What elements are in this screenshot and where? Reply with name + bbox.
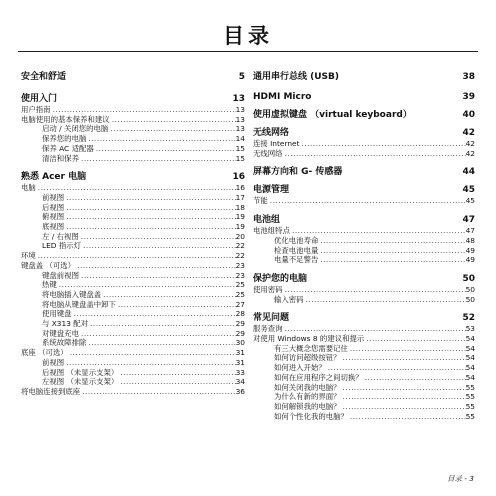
toc-subsection-entry[interactable]	[21, 368, 245, 378]
toc-entry-title: 电量不足警告	[274, 255, 319, 265]
toc-chapter-entry[interactable]	[253, 165, 475, 178]
toc-page-number: 29	[235, 328, 245, 338]
toc-entry-title: 无线网络	[253, 148, 283, 158]
toc-page-number: 23	[235, 260, 245, 270]
toc-entry-title: 后视图 （未显示支架）	[42, 367, 119, 377]
dot-leader	[341, 402, 466, 412]
toc-subsection-entry[interactable]	[253, 246, 475, 256]
toc-section-entry[interactable]	[21, 251, 245, 261]
toc-entry-title: 连接 Internet	[253, 139, 300, 148]
toc-subsection-entry[interactable]	[21, 280, 245, 290]
toc-page-number: 22	[235, 251, 245, 261]
toc-section-entry[interactable]	[21, 105, 245, 115]
dot-leader	[64, 222, 235, 232]
toc-chapter-entry[interactable]	[253, 126, 475, 139]
dot-leader	[348, 412, 466, 422]
toc-section-entry[interactable]	[21, 348, 245, 358]
toc-page-number: 54	[465, 372, 475, 382]
toc-section-entry[interactable]	[21, 261, 245, 271]
dot-leader	[118, 377, 235, 387]
toc-entry-title: 服务查询	[253, 324, 283, 334]
toc-page-number: 5	[238, 72, 245, 82]
toc-left-column	[21, 70, 245, 397]
toc-page-number: 15	[235, 153, 245, 163]
toc-entry-title: 使用虚拟键盘 （virtual keyboard）	[253, 110, 412, 120]
dot-leader	[348, 344, 466, 354]
toc-entry-title: 底视图	[42, 222, 65, 232]
toc-entry-title: 将电脑插入键盘盖	[42, 289, 102, 299]
toc-section-entry[interactable]	[21, 115, 245, 125]
dot-leader	[283, 149, 466, 159]
dot-leader	[283, 285, 466, 295]
toc-chapter-entry[interactable]	[21, 70, 245, 83]
toc-subsection-entry[interactable]	[253, 236, 475, 246]
section-spacer	[253, 206, 475, 213]
dot-leader	[290, 226, 466, 236]
toc-subsection-entry[interactable]	[253, 373, 475, 383]
dot-leader	[116, 300, 236, 310]
toc-entry-title: 电脑使用的基本保养和建议	[21, 114, 110, 124]
toc-section-entry[interactable]	[253, 324, 475, 334]
toc-section-entry[interactable]	[253, 139, 475, 149]
toc-page-number: 42	[465, 148, 475, 158]
toc-page-number: 54	[465, 334, 475, 344]
toc-entry-title: 无线网络	[253, 128, 290, 138]
toc-entry-title: 检查电池电量	[274, 245, 319, 255]
toc-entry-title: 对键盘充电	[42, 328, 79, 338]
toc-subsection-entry[interactable]	[21, 358, 245, 368]
toc-chapter-entry[interactable]	[253, 213, 475, 226]
dot-leader	[108, 124, 235, 134]
toc-page-number: 45	[465, 196, 475, 206]
toc-subsection-entry[interactable]	[253, 392, 475, 402]
toc-page-number: 17	[235, 192, 245, 202]
toc-entry-title: 优化电池寿命	[274, 235, 319, 245]
toc-entry-title: 电池组	[253, 215, 281, 226]
toc-subsection-entry[interactable]	[21, 212, 245, 222]
toc-entry-title: 将电脑连接到底座	[21, 386, 81, 396]
toc-page-number: 16	[235, 183, 245, 193]
dot-leader	[79, 232, 236, 242]
toc-page-number: 16	[232, 172, 245, 183]
toc-subsection-entry[interactable]	[21, 154, 245, 164]
dot-leader	[364, 334, 465, 344]
dot-leader	[341, 383, 466, 393]
toc-page-number: 47	[465, 226, 475, 236]
toc-section-entry[interactable]	[253, 226, 475, 236]
toc-section-entry[interactable]	[21, 183, 245, 193]
toc-page-number: 55	[465, 392, 475, 402]
toc-entry-title: 键盘盖 （可选）	[21, 260, 76, 270]
toc-page-number: 36	[235, 386, 245, 396]
toc-entry-title: 将电脑从键盘盖中卸下	[42, 299, 116, 309]
toc-page-number: 28	[235, 309, 245, 319]
toc-entry-title: 熟悉 Acer 电脑	[21, 172, 87, 183]
toc-entry-title: 左视图 （未显示支架）	[42, 377, 119, 387]
dot-leader	[304, 295, 466, 305]
toc-page-number: 29	[235, 319, 245, 329]
toc-page-number: 14	[235, 134, 245, 144]
toc-page-number: 23	[235, 270, 245, 280]
toc-page-number: 42	[465, 139, 475, 148]
toc-subsection-entry[interactable]	[21, 271, 245, 281]
toc-entry-title: 热键	[42, 280, 57, 290]
toc-entry-title: 为什么有新的界面？	[274, 392, 341, 402]
toc-entry-title: 用户指南	[21, 105, 51, 114]
toc-page-number: 13	[235, 105, 245, 114]
toc-chapter-entry[interactable]	[21, 170, 245, 183]
toc-page-number: 42	[462, 128, 475, 138]
toc-page-number: 31	[235, 348, 245, 358]
toc-section-entry[interactable]	[253, 285, 475, 295]
toc-page-number: 20	[235, 231, 245, 241]
toc-entry-title: 屏幕方向和 G- 传感器	[253, 167, 343, 178]
toc-section-entry[interactable]	[253, 196, 475, 206]
toc-subsection-entry[interactable]	[21, 193, 245, 203]
dot-leader	[36, 183, 236, 193]
toc-section-entry[interactable]	[21, 387, 245, 397]
dot-leader	[57, 280, 236, 290]
toc-entry-title: 使用入门	[21, 94, 58, 104]
toc-entry-title: 如何解锁我的电脑？	[274, 401, 341, 411]
toc-page-number: 25	[235, 280, 245, 290]
dot-leader	[118, 368, 235, 378]
toc-entry-title: 启动 / 关闭您的电脑	[42, 124, 109, 134]
dot-leader	[88, 319, 236, 329]
toc-page-number: 19	[235, 222, 245, 232]
toc-page-number: 39	[462, 92, 475, 102]
toc-page-number: 15	[235, 143, 245, 153]
toc-page-number: 33	[235, 367, 245, 377]
toc-entry-title: 保养您的电脑	[42, 134, 87, 144]
toc-subsection-entry[interactable]	[21, 232, 245, 242]
dot-leader	[86, 134, 235, 144]
toc-entry-title: 保养 AC 适配器	[42, 143, 94, 153]
dot-leader	[326, 363, 466, 373]
toc-subsection-entry[interactable]	[21, 134, 245, 144]
dot-leader	[86, 338, 235, 348]
dot-leader	[64, 193, 235, 203]
toc-page-number: 55	[465, 401, 475, 411]
toc-entry-title: 节能	[253, 196, 268, 206]
toc-page-number: 55	[465, 382, 475, 392]
toc-page-number: 49	[465, 255, 475, 265]
toc-subsection-entry[interactable]	[21, 329, 245, 339]
page-footer: 目录 - 3	[447, 474, 474, 483]
toc-chapter-entry[interactable]	[253, 108, 475, 121]
toc-subsection-entry[interactable]	[253, 295, 475, 305]
toc-subsection-entry[interactable]	[21, 300, 245, 310]
toc-page-number: 45	[462, 185, 475, 196]
toc-subsection-entry[interactable]	[253, 402, 475, 412]
toc-subsection-entry[interactable]	[21, 222, 245, 232]
toc-page-number: 44	[462, 167, 475, 178]
toc-chapter-entry[interactable]	[253, 90, 475, 103]
dot-leader	[36, 251, 236, 261]
toc-page-number: 40	[462, 110, 475, 120]
dot-leader	[363, 373, 466, 383]
toc-page-number: 50	[462, 273, 475, 284]
toc-subsection-entry[interactable]	[21, 338, 245, 348]
toc-subsection-entry[interactable]	[253, 412, 475, 422]
toc-entry-title: 与 X313 配对	[42, 319, 89, 329]
toc-entry-title: 俯视图	[42, 212, 65, 222]
dot-leader	[64, 212, 235, 222]
dot-leader	[341, 392, 466, 402]
toc-entry-title: 常见问题	[253, 313, 290, 324]
toc-subsection-entry[interactable]	[21, 377, 245, 387]
toc-page-number: 13	[232, 94, 245, 104]
toc-entry-title: 前视图	[42, 357, 65, 367]
toc-page-number: 54	[465, 343, 475, 353]
toc-entry-title: 如何个性化我的电脑？	[274, 411, 348, 421]
toc-entry-title: 有三大概念您需要记住	[274, 343, 348, 353]
toc-entry-title: 安全和舒适	[21, 72, 67, 82]
toc-page-number: 25	[235, 289, 245, 299]
dot-leader	[64, 358, 235, 368]
dot-leader	[283, 324, 466, 334]
toc-page-number: 50	[465, 294, 475, 304]
dot-leader	[72, 309, 236, 319]
toc-page-number: 18	[235, 202, 245, 212]
toc-page-number: 13	[235, 124, 245, 134]
dot-leader	[110, 115, 236, 125]
page-title: 目录	[223, 24, 273, 48]
toc-subsection-entry[interactable]	[21, 203, 245, 213]
dot-leader	[79, 271, 236, 281]
toc-page-number: 54	[465, 363, 475, 373]
toc-entry-title: 如何关闭我的电脑？	[274, 382, 341, 392]
toc-entry-title: 电脑	[21, 183, 36, 193]
toc-subsection-entry[interactable]	[253, 363, 475, 373]
toc-entry-title: 清洁和保养	[42, 153, 79, 163]
toc-entry-title: 输入密码	[274, 294, 304, 304]
toc-page-number: 47	[462, 215, 475, 226]
toc-entry-title: 左 / 右视图	[42, 231, 79, 241]
toc-page-number: 31	[235, 357, 245, 367]
toc-subsection-entry[interactable]	[253, 344, 475, 354]
toc-entry-title: 键盘前视图	[42, 270, 79, 280]
toc-entry-title: 电池组特点	[253, 226, 290, 236]
toc-subsection-entry[interactable]	[253, 353, 475, 363]
dot-leader	[64, 203, 235, 213]
dot-leader	[318, 236, 465, 246]
dot-leader	[79, 154, 236, 164]
toc-section-entry[interactable]	[253, 334, 475, 344]
toc-page-number: 19	[235, 212, 245, 222]
dot-leader	[101, 290, 235, 300]
toc-chapter-entry[interactable]	[253, 183, 475, 196]
toc-page-number: 54	[465, 353, 475, 363]
section-spacer	[21, 85, 245, 92]
dot-leader	[80, 387, 235, 397]
toc-page-number: 48	[465, 235, 475, 245]
toc-entry-title: 底座 （可选）	[21, 348, 68, 358]
toc-right-column	[253, 70, 475, 421]
toc-entry-title: 如何访问超级按钮？	[274, 353, 341, 363]
section-spacer	[21, 163, 245, 170]
toc-subsection-entry[interactable]	[21, 309, 245, 319]
dot-leader	[51, 105, 236, 115]
toc-page-number: 52	[462, 313, 475, 324]
toc-entry-title: 保护您的电脑	[253, 273, 308, 284]
dot-leader	[299, 139, 465, 149]
dot-leader	[79, 329, 236, 339]
dot-leader	[318, 255, 465, 265]
toc-chapter-entry[interactable]	[253, 70, 475, 83]
toc-page-number: 30	[235, 338, 245, 348]
toc-entry-title: LED 指示灯	[42, 241, 81, 251]
dot-leader	[268, 196, 466, 206]
toc-entry-title: 如何在应用程序之间切换？	[274, 372, 363, 382]
toc-entry-title: 电源管理	[253, 185, 290, 196]
toc-section-entry[interactable]	[253, 149, 475, 159]
dot-leader	[341, 353, 466, 363]
toc-subsection-entry[interactable]	[21, 290, 245, 300]
toc-page-number: 55	[465, 411, 475, 421]
toc-entry-title: 环境	[21, 251, 36, 261]
toc-entry-title: 使用密码	[253, 284, 283, 294]
toc-page-number: 27	[235, 299, 245, 309]
toc-entry-title: 后视图	[42, 202, 65, 212]
toc-subsection-entry[interactable]	[21, 144, 245, 154]
toc-entry-title: 如何进入开始？	[274, 363, 326, 373]
toc-chapter-entry[interactable]	[21, 92, 245, 105]
toc-subsection-entry[interactable]	[253, 255, 475, 265]
toc-page-number: 13	[235, 114, 245, 124]
dot-leader	[318, 246, 465, 256]
toc-chapter-entry[interactable]	[253, 272, 475, 285]
toc-entry-title: 通用串行总线 (USB)	[253, 72, 340, 82]
toc-page-number: 50	[465, 284, 475, 294]
section-spacer	[253, 158, 475, 165]
toc-page-number: 53	[465, 324, 475, 334]
toc-entry-title: HDMI Micro	[253, 92, 312, 102]
toc-page-number: 34	[235, 377, 245, 387]
section-spacer	[253, 304, 475, 311]
toc-subsection-entry[interactable]	[21, 124, 245, 134]
toc-page-number: 22	[235, 241, 245, 251]
dot-leader	[75, 261, 236, 271]
toc-subsection-entry[interactable]	[253, 383, 475, 393]
toc-subsection-entry[interactable]	[21, 319, 245, 329]
dot-leader	[68, 348, 236, 358]
toc-entry-title: 系统故障排除	[42, 338, 87, 348]
section-spacer	[253, 265, 475, 272]
toc-page-number: 38	[462, 72, 475, 82]
dot-leader	[81, 241, 236, 251]
dot-leader	[94, 144, 236, 154]
toc-page-number: 49	[465, 245, 475, 255]
toc-entry-title: 使用键盘	[42, 309, 72, 319]
toc-entry-title: 前视图	[42, 192, 65, 202]
toc-entry-title: 对使用 Windows 8 的建议和提示	[253, 334, 365, 344]
toc-chapter-entry[interactable]	[253, 311, 475, 324]
title-divider	[18, 51, 478, 52]
toc-subsection-entry[interactable]	[21, 241, 245, 251]
